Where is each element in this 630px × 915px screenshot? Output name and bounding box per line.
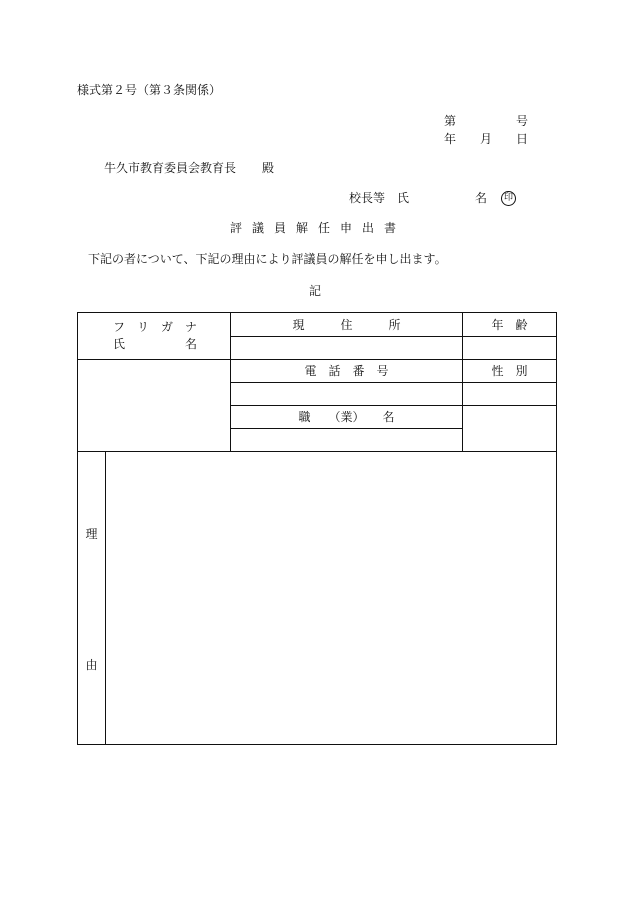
number-prefix: 第 xyxy=(444,114,457,128)
table-divider-h1 xyxy=(230,336,557,337)
reason-label-ri: 理 xyxy=(85,527,98,541)
addressee xyxy=(104,161,274,175)
sender-title: 校長等 氏 xyxy=(349,191,410,205)
addressee-name: 牛久市教育委員会教育長 xyxy=(104,161,237,175)
table-divider-h2 xyxy=(77,359,557,360)
sex-label: 性 別 xyxy=(491,364,528,378)
document-number-row xyxy=(444,114,528,132)
occupation-label: 職 （業） 名 xyxy=(298,410,395,424)
year-label: 年 xyxy=(444,132,457,146)
month-label: 月 xyxy=(479,132,492,146)
sender-line xyxy=(349,191,516,206)
furigana-label: フ リ ガ ナ xyxy=(112,320,197,334)
ki-label: 記 xyxy=(308,284,321,298)
document-title: 評議員解任申出書 xyxy=(229,221,406,235)
reason-label-yu: 由 xyxy=(85,658,98,672)
body-text: 下記の者について、下記の理由により評議員の解任を申し出ます。 xyxy=(88,252,447,266)
form-number-label: 様式第２号（第３条関係） xyxy=(77,83,222,97)
addressee-honorific: 殿 xyxy=(262,161,275,175)
table-divider-h5 xyxy=(230,428,463,429)
table-border-bottom xyxy=(77,744,557,745)
day-label: 日 xyxy=(515,132,528,146)
number-suffix: 号 xyxy=(515,114,528,128)
table-border-top xyxy=(77,312,557,313)
table-border-right xyxy=(556,312,557,745)
phone-label: 電 話 番 号 xyxy=(304,364,389,378)
name-label: 氏 名 xyxy=(112,337,197,351)
reason-column-divider xyxy=(105,451,106,745)
date-row xyxy=(444,132,528,150)
table-divider-h4 xyxy=(230,405,557,406)
sender-name-suffix: 名 xyxy=(475,191,488,205)
table-divider-h6 xyxy=(77,451,557,452)
age-label: 年 齢 xyxy=(491,318,528,332)
seal-mark: 印 xyxy=(501,191,516,206)
table-divider-h3 xyxy=(230,382,557,383)
address-label: 現 住 所 xyxy=(292,318,401,332)
date-block xyxy=(444,114,528,150)
